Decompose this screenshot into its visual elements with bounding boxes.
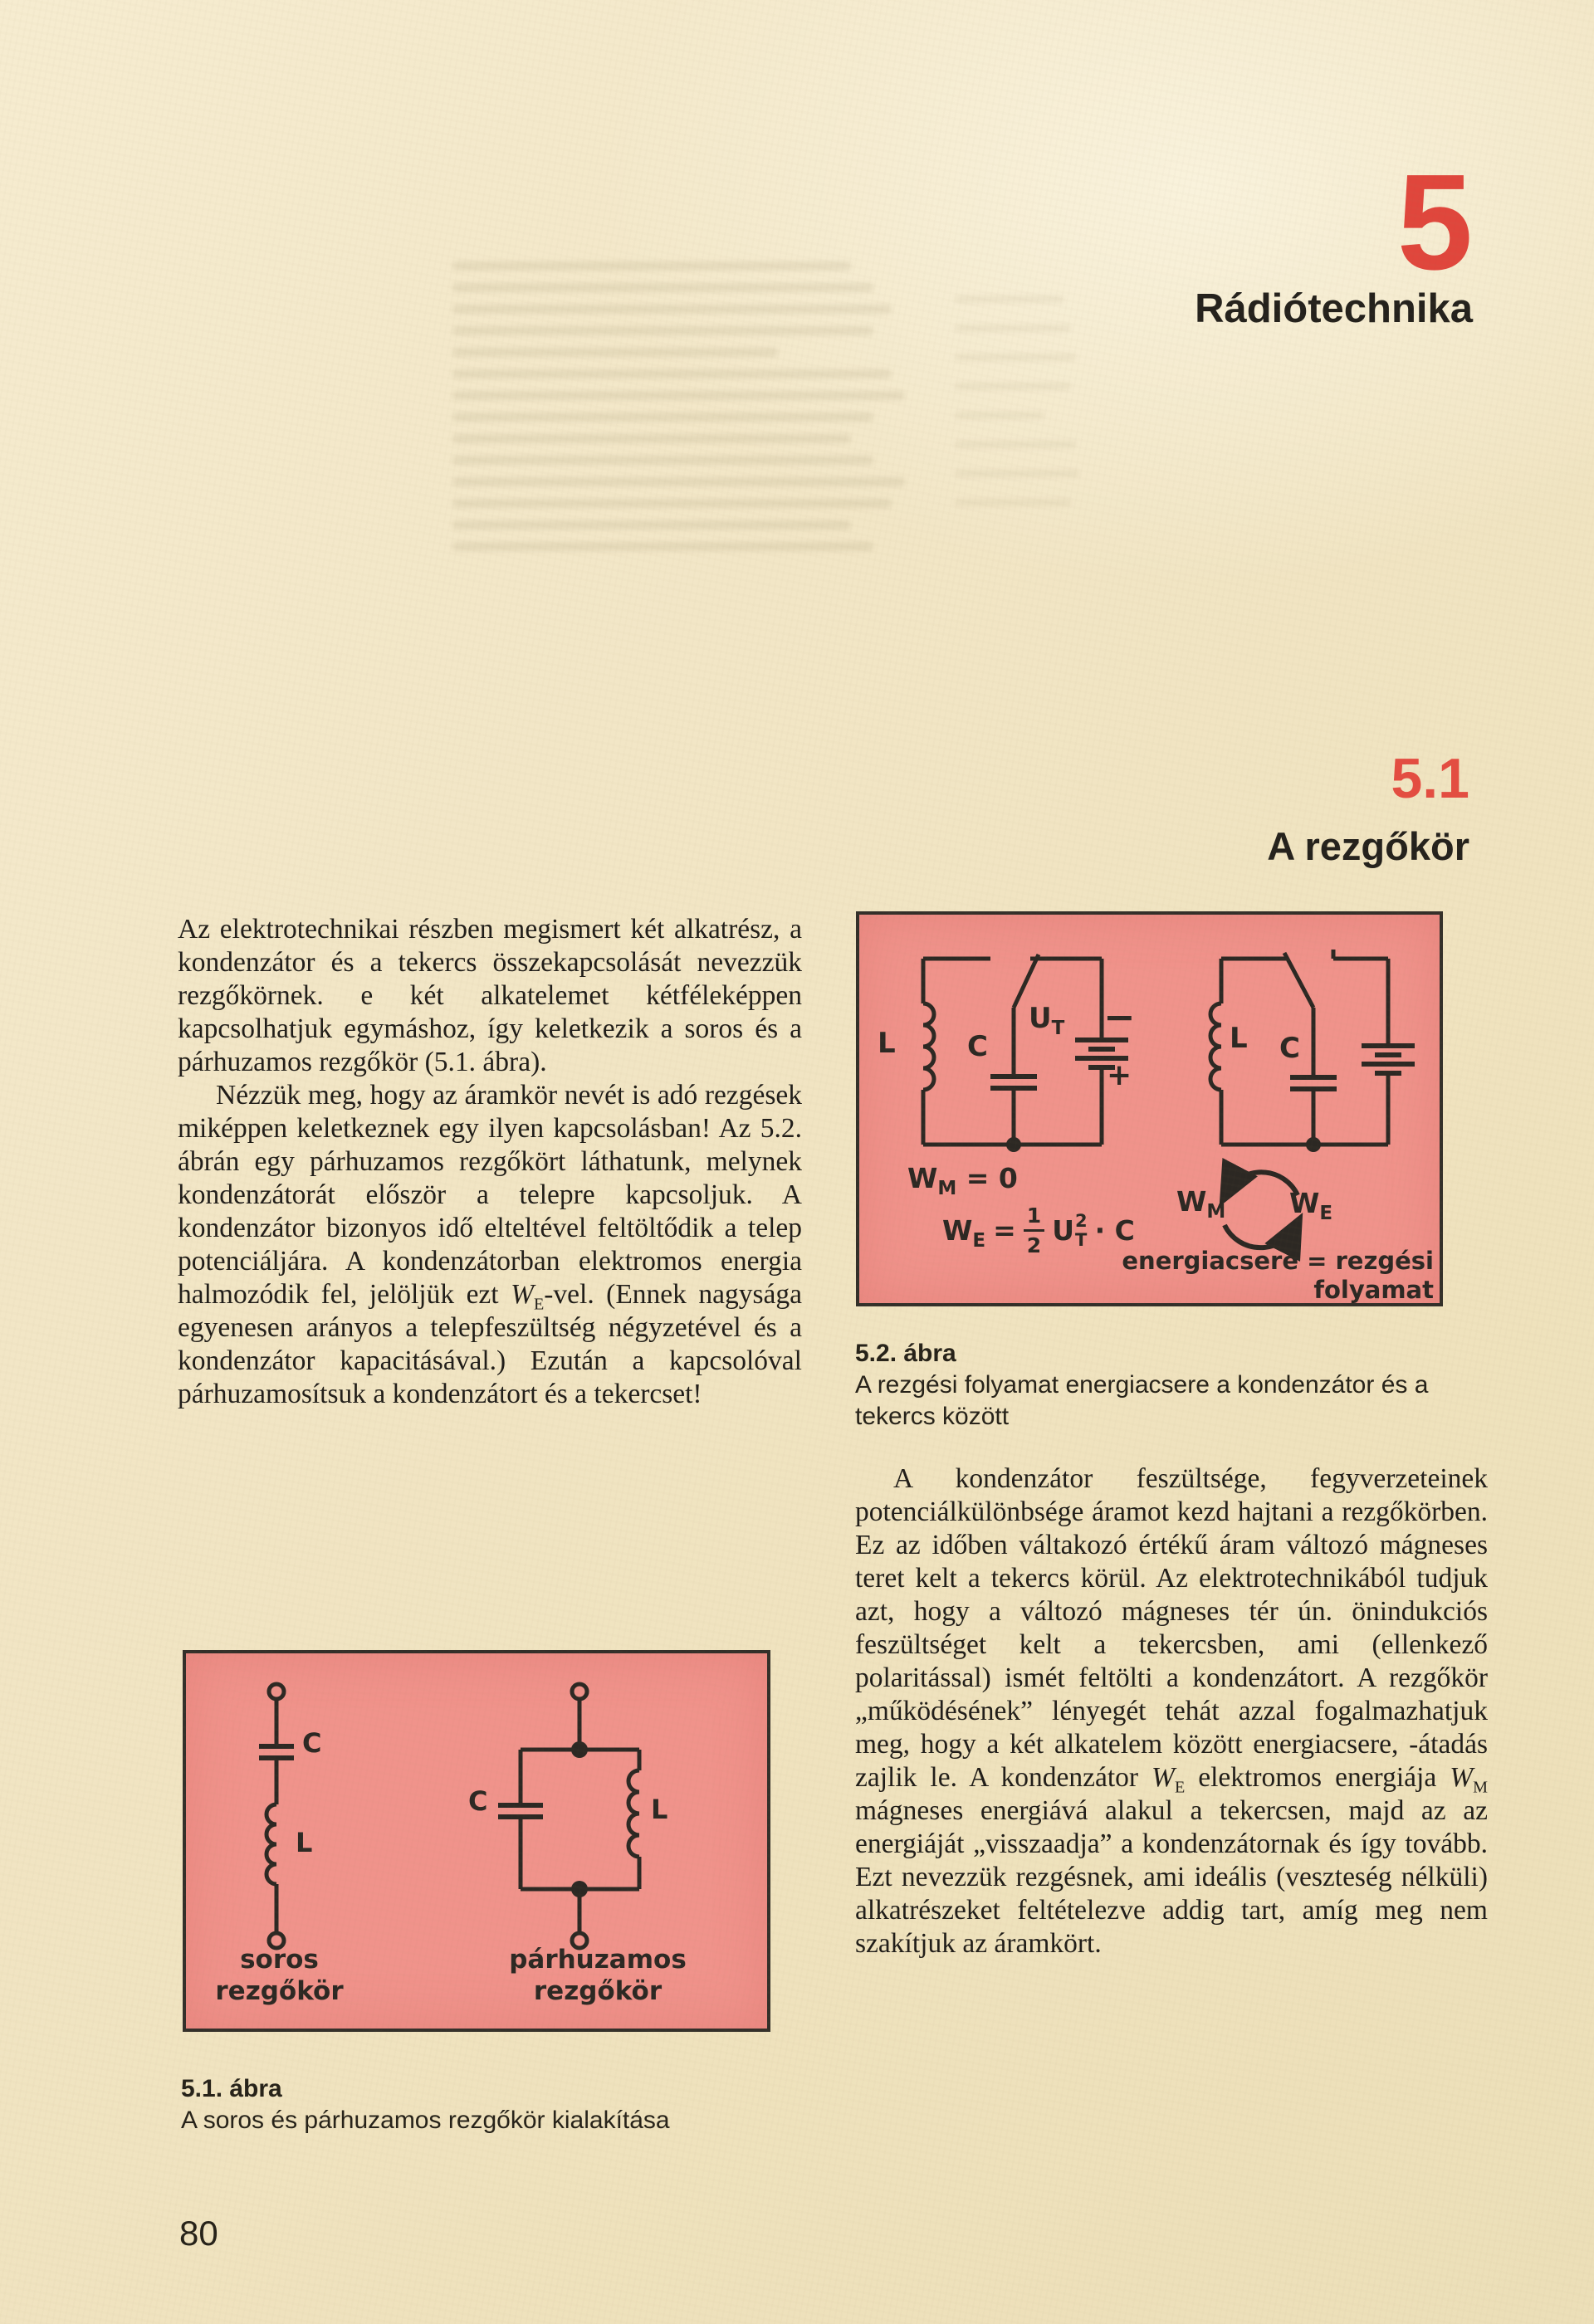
inductor-symbol: [628, 1770, 639, 1857]
caption-title: 5.1. ábra: [181, 2075, 282, 2102]
inductor-symbol: [266, 1804, 276, 1884]
figure-5-2: [856, 911, 1443, 1306]
formula-electric-energy: $W_E$ = $\frac{1}{2}$ U 2 T · C: [942, 1204, 1135, 1257]
cycle-electric-energy-label: $W_E$: [1289, 1187, 1333, 1224]
switch-blade: [1284, 953, 1313, 1008]
capacitor-symbol: [1290, 1077, 1337, 1089]
section-number: 5.1: [1391, 747, 1469, 810]
energy-exchange-note: energiacsere = rezgési folyamat: [1122, 1247, 1434, 1304]
figure-5-1-caption: [181, 2073, 799, 2136]
capacitor-label: C: [1279, 1032, 1300, 1065]
battery-voltage-label: $U_T$: [1029, 1002, 1065, 1039]
inductor-symbol: [1210, 1003, 1221, 1090]
u-squared-term: U 2 T: [1052, 1211, 1088, 1250]
battery-minus-sign: −: [1103, 994, 1136, 1039]
caption-text: A rezgési folyamat energiacsere a kondenzátor és a tekercs között: [855, 1371, 1429, 1430]
bleed-through-ghost-side: [955, 274, 1079, 589]
capacitor-symbol: [259, 1746, 294, 1758]
inductor-label: L: [878, 1027, 896, 1060]
terminal: [572, 1684, 587, 1699]
junction-dot: [1006, 1137, 1021, 1152]
inductor-label: L: [651, 1794, 668, 1825]
section-title: A rezgőkör: [1267, 824, 1469, 868]
inductor-label: L: [1230, 1022, 1248, 1055]
circuit-capacitor-on-battery: [923, 954, 1128, 1152]
chapter-number: 5: [1396, 146, 1473, 298]
capacitor-symbol: [990, 1077, 1037, 1088]
paragraph: Az elektrotechnikai részben megismert két alkatrész, a kondenzátor és a tekercs összekapcsolását nevezzük rezgőkörnek. e két alkatelemet kétféleképpen kapcsolhatjuk egymáshoz, így keletkezik a soros és a párhuzamos rezgőkör (5.1. ábra).: [178, 914, 802, 1077]
battery-symbol: [1362, 1046, 1415, 1073]
figure-5-2-caption: [855, 1338, 1473, 1433]
left-column: [178, 913, 802, 1411]
page-number: 80: [179, 2214, 218, 2253]
junction-dot: [1306, 1137, 1321, 1152]
figure-5-1: [183, 1650, 770, 2032]
switch-blade: [1014, 954, 1039, 1008]
paragraph: Nézzük meg, hogy az áramkör nevét is adó rezgések miképpen keletkeznek egy ilyen kapcsolásban! Az 5.2. ábrán egy párhuzamos rezgőkört láthatunk, melynek kondenzátorát először a telepre kapcsoljuk. A kondenzátor bizonyos idő elteltével feltöltődik a telep potenciáljára. A kondenzátorban elektromos energia halmozódik fel, jelöljük ezt $W_E$-vel. (Ennek nagysága egyenesen arányos a telepfeszültség négyzetével és a kondenzátor kapacitásával.) Ezután a kapcsolóval párhuzamosítsuk a kondenzátort és a tekercset!: [178, 1080, 803, 1409]
capacitor-label: C: [468, 1785, 488, 1817]
inductor-symbol: [923, 1003, 934, 1090]
parallel-circuit: [498, 1684, 639, 1948]
cycle-magnetic-energy-label: $W_M$: [1176, 1185, 1226, 1223]
inductor-label: L: [296, 1827, 313, 1858]
capacitor-symbol: [498, 1805, 543, 1817]
terminal: [269, 1684, 284, 1699]
series-circuit: [259, 1684, 294, 1948]
bleed-through-ghost: [452, 249, 905, 598]
battery-plus-sign: +: [1107, 1058, 1132, 1092]
caption-text: A soros és párhuzamos rezgőkör kialakítása: [181, 2107, 670, 2134]
series-circuit-label: soros rezgőkör: [215, 1945, 344, 2006]
chapter-title: Rádiótechnika: [1195, 286, 1473, 331]
caption-title: 5.2. ábra: [855, 1340, 956, 1367]
right-column: [855, 1462, 1488, 1960]
formula-magnetic-energy-zero: $W_M = 0$: [907, 1162, 1018, 1199]
capacitor-label: C: [302, 1727, 322, 1759]
energy-cycle-arrows: [1225, 1172, 1298, 1247]
fraction-one-half: $\frac{1}{2}$: [1024, 1205, 1044, 1256]
capacitor-label: C: [967, 1030, 988, 1063]
paragraph: A kondenzátor feszültsége, fegyverzeteinek potenciálkülönbsége áramot kezd hajtani a rezgőkörben. Ez az időben váltakozó értékű áram változó mágneses teret kelt a tekercs körül. Az elektrotechnikából tudjuk azt, hogy a változó mágneses tér ún. önindukciós feszültséget kelt a tekercsben, ami (ellenkező polaritással) ismét feltölti a kondenzátort. A rezgőkör „működésének” lényegét tehát azzal fogalmazhatjuk meg, hogy a két alkatelem között energiacsere, -átadás zajlik le. A kondenzátor $W_E$ elektromos energiája $W_M$ mágneses energiává alakul a tekercsen, majd az az energiáját „visszaadja” a kondenzátornak és így tovább. Ezt nevezzük rezgésnek, ami ideális (veszteség nélküli) alkatrészeket feltételezve addig tart, amíg meg nem szakítjuk az áramkört.: [855, 1463, 1488, 1959]
parallel-circuit-label: párhuzamos rezgőkör: [509, 1945, 687, 2006]
